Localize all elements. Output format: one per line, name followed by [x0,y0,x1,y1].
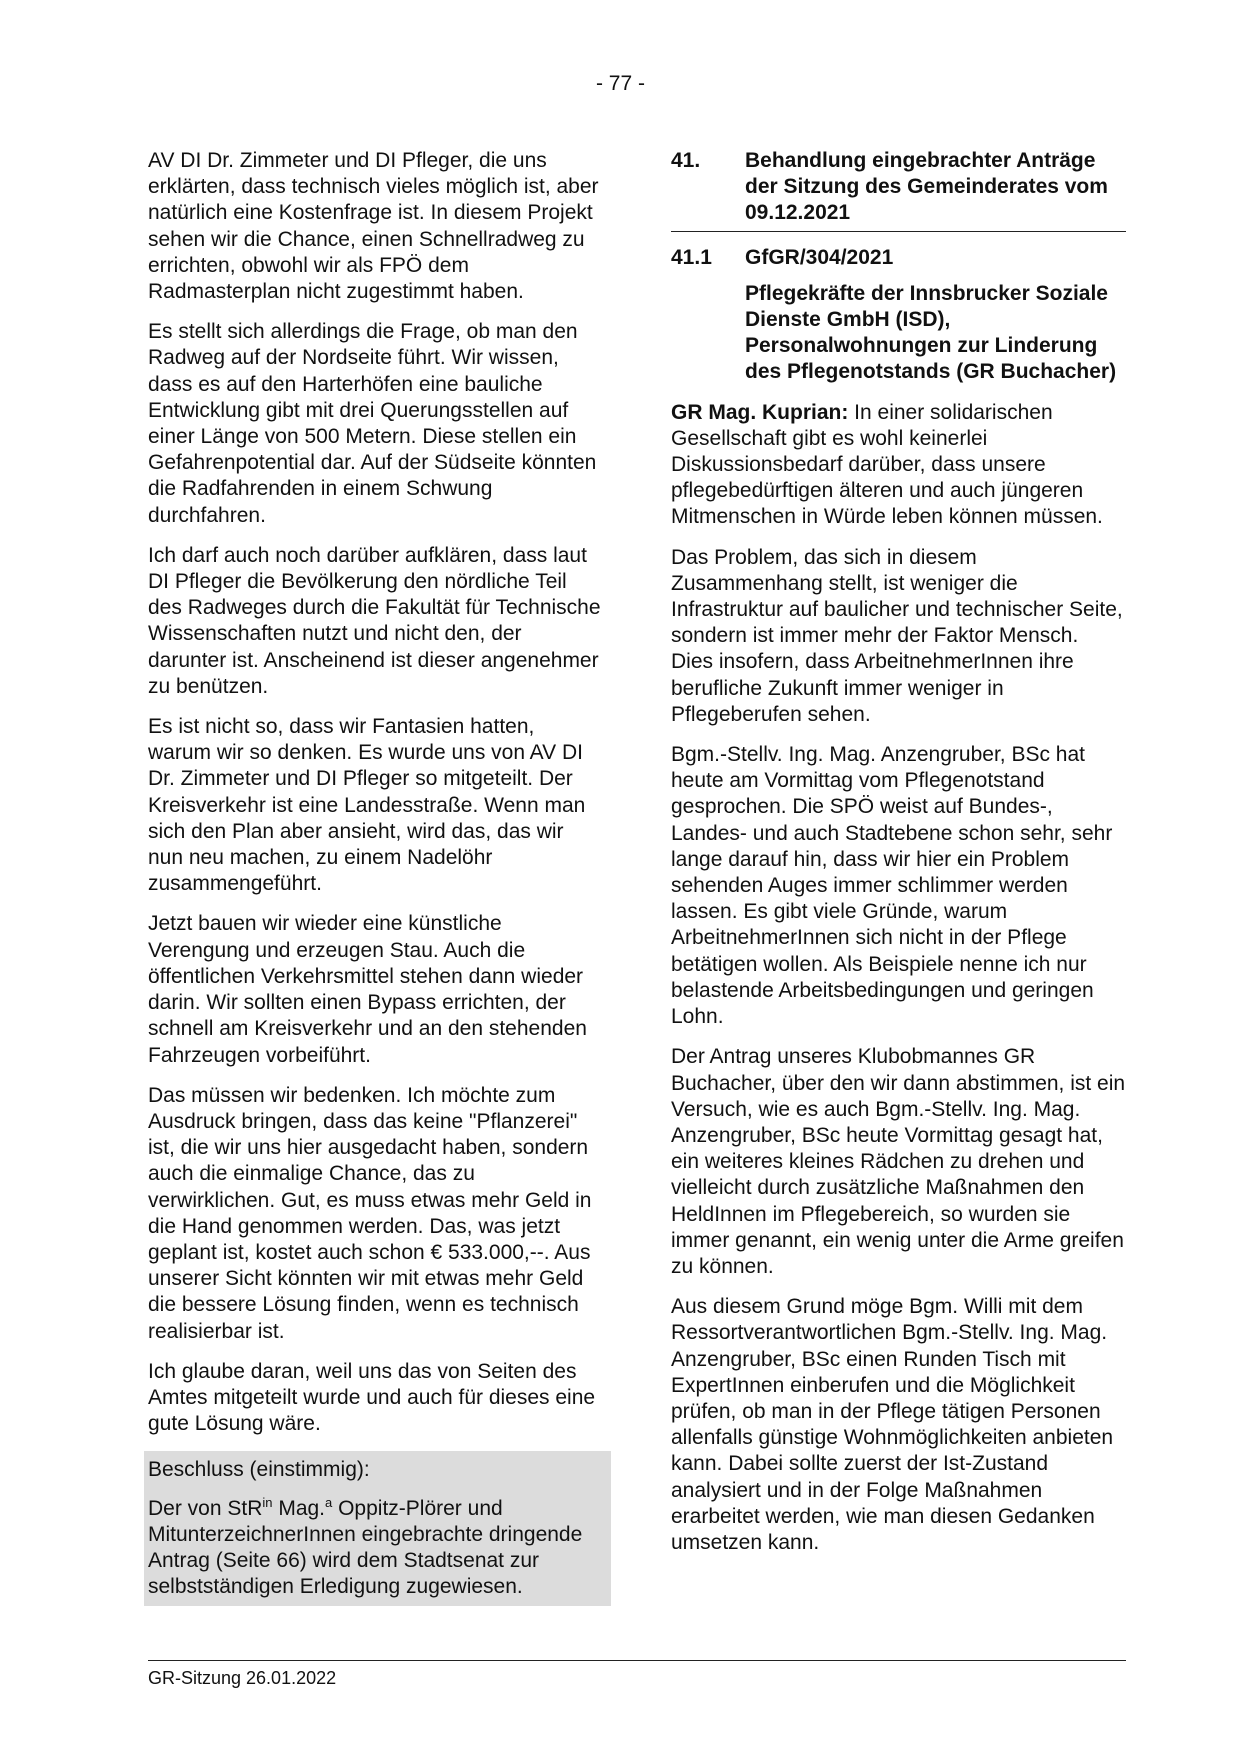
subsection-heading [671,245,1126,271]
decision-text [148,1496,607,1601]
body-paragraph: Ich glaube daran, weil uns das von Seiten des Amtes mitgeteilt wurde und auch für dieses eine gute Lösung wäre. [148,1359,596,1436]
body-paragraph: Der Antrag unseres Klubobmannes GR Buchacher, über den wir dann abstimmen, ist ein Versuch, wie es auch Bgm.-Stellv. Ing. Mag. Anzengruber, BSc heute Vormittag gesagt hat, ein weiteres kleines Rädchen zu drehen und vielleicht durch zusätzliche Maßnahmen den HeldInnen im Pflegebereich, so wurden sie immer genannt, ein wenig unter die Arme greifen zu können. [671,1045,1126,1278]
left-column [148,148,603,1606]
superscript-in: in [262,1494,273,1510]
subsection-subject: Pflegekräfte der Innsbrucker Soziale Dienste GmbH (ISD), Personalwohnungen zur Linderung des Pflegenotstands (GR Buchacher) [745,281,1117,384]
page-number: - 77 - [595,72,645,95]
decision-text-body: Oppitz-Plörer und MitunterzeichnerInnen eingebrachte dringende Antrag (Seite 66) wird dem Stadtsenat zur selbstständigen Erledigung zugewiesen. [148,1496,583,1599]
body-paragraph: Es stellt sich allerdings die Frage, ob man den Radweg auf der Nordseite führt. Wir wissen, dass es auf den Harterhöfen eine bauliche Entwicklung gibt mit drei Querungsstellen auf einer Länge von 500 Metern. Diese stellen ein Gefahrenpotential dar. Auf der Südseite könnten die Radfahrenden in einem Schwung durchfahren. [148,320,597,527]
speaker-paragraph [671,400,1126,531]
body-paragraph: Jetzt bauen wir wieder eine künstliche Verengung und erzeugen Stau. Auch die öffentlichen Verkehrsmittel stehen dann wieder darin. Wir sollten einen Bypass errichten, der schnell am Kreisverkehr und an den stehenden Fahrzeugen vorbeiführt. [148,912,587,1067]
subsection-number: 41.1 [671,245,712,269]
decision-box [144,1451,611,1606]
decision-text-mag: Mag. [272,1496,326,1520]
body-paragraph: Das Problem, das sich in diesem Zusammenhang stellt, ist weniger die Infrastruktur auf baulicher und technischer Seite, sondern ist immer mehr der Faktor Mensch. Dies insofern, dass ArbeitnehmerInnen ihre berufliche Zukunft immer weniger in Pflegeberufen sehen. [671,545,1123,726]
superscript-a: a [325,1494,333,1510]
body-paragraph: Ich darf auch noch darüber aufklären, dass laut DI Pfleger die Bevölkerung den nördliche Teil des Radweges durch die Fakultät für Technische Wissenschaften nutzt und nicht den, der darunter ist. Anscheinend ist dieser angenehmer zu benützen. [148,543,601,698]
body-paragraph: Das müssen wir bedenken. Ich möchte zum Ausdruck bringen, dass das keine "Pflanzerei" ist, die wir uns hier ausgedacht haben, sondern auch die einmalige Chance, das zu verwirklichen. Gut, es muss etwas mehr Geld in die Hand genommen werden. Das, was jetzt geplant ist, kostet auch schon € 533.000,--. Aus unserer Sicht könnten wir mit etwas mehr Geld die bessere Lösung finden, wenn es technisch realisierbar ist. [148,1083,592,1343]
section-heading [671,148,1126,232]
body-paragraph: Es ist nicht so, dass wir Fantasien hatten, warum wir so denken. Es wurde uns von AV DI Dr. Zimmeter und DI Pfleger so mitgeteilt. Der Kreisverkehr ist eine Landesstraße. Wenn man sich den Plan aber ansieht, wird das, das wir nun neu machen, zu einem Nadelöhr zusammengeführt. [148,715,586,896]
speaker-text: In einer solidarischen Gesellschaft gibt es wohl keinerlei Diskussionsbedarf darüber, dass unsere pflegebedürftigen älteren und auch jüngeren Mitmenschen in Würde leben können müssen. [671,400,1103,529]
body-paragraph: AV DI Dr. Zimmeter und DI Pfleger, die uns erklärten, dass technisch vieles möglich ist, aber natürlich eine Kostenfrage ist. In diesem Projekt sehen wir die Chance, einen Schnellradweg zu errichten, obwohl wir als FPÖ dem Radmasterplan nicht zugestimmt haben. [148,149,599,304]
footer-divider [148,1660,1126,1661]
body-paragraph: Aus diesem Grund möge Bgm. Willi mit dem Ressortverantwortlichen Bgm.-Stellv. Ing. Mag. Anzengruber, BSc einen Runden Tisch mit ExpertInnen einberufen und die Möglichkeit prüfen, ob man in der Pflege tätigen Personen allenfalls günstige Wohnmöglichkeiten anbieten kann. Dabei sollte zuerst der Ist-Zustand analysiert und in der Folge Maßnahmen erarbeitet werden, wie man diesen Gedanken umsetzen kann. [671,1295,1114,1554]
speaker-name: GR Mag. Kuprian: [671,400,849,424]
decision-heading: Beschluss (einstimmig): [148,1458,370,1482]
footer-text: GR-Sitzung 26.01.2022 [148,1668,337,1688]
right-column [671,148,1126,1570]
section-title: Behandlung eingebrachter Anträge der Sitzung des Gemeinderates vom 09.12.2021 [745,149,1108,225]
body-paragraph: Bgm.-Stellv. Ing. Mag. Anzengruber, BSc hat heute am Vormittag vom Pflegenotstand gesprochen. Die SPÖ weist auf Bundes-, Landes- und auch Stadtebene schon sehr, sehr lange darauf hin, dass wir hier ein Problem sehenden Auges immer schlimmer werden lassen. Es gibt viele Gründe, warum ArbeitnehmerInnen sich nicht in der Pflege betätigen wollen. Als Beispiele nenne ich nur belastende Arbeitsbedingungen und geringen Lohn. [671,743,1113,1029]
section-number: 41. [671,149,701,172]
subsection-ref: GfGR/304/2021 [745,245,894,269]
decision-text-prefix: Der von StR [148,1496,263,1520]
